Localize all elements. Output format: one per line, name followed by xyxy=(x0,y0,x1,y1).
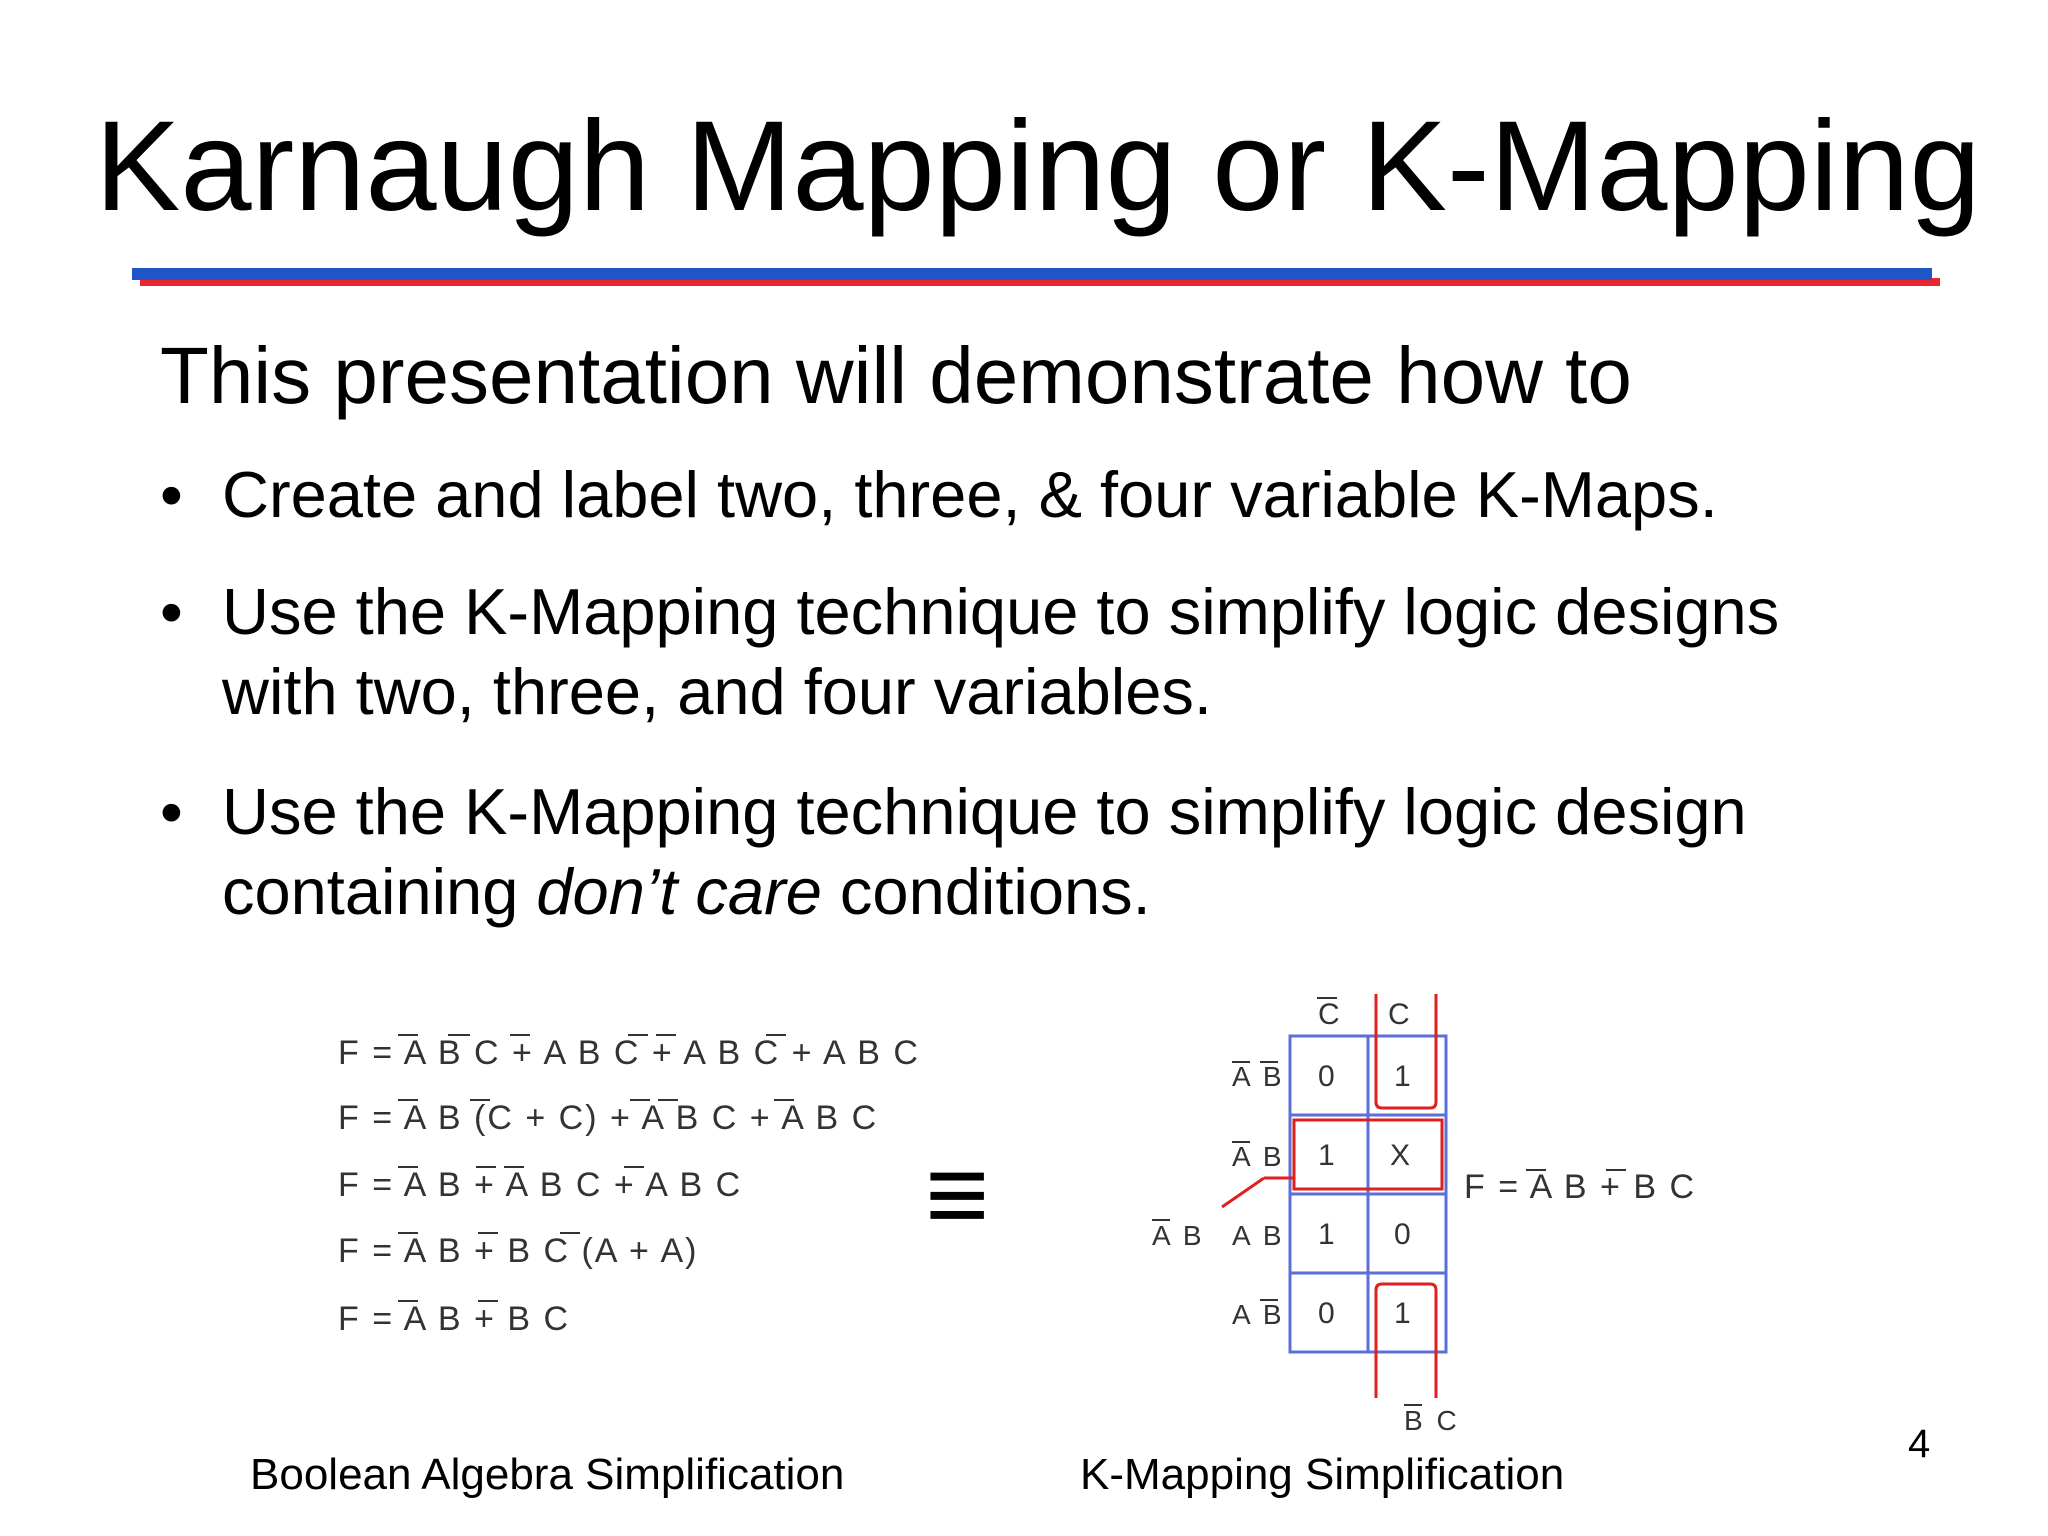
bullet-marker: • xyxy=(160,775,183,848)
equation-line-1: F = A B C + A B C + A B C + A B C xyxy=(338,1034,920,1072)
bullet-text-part: conditions. xyxy=(821,855,1151,928)
kmap-cell: 0 xyxy=(1318,1297,1335,1330)
kmap-row-header-2: A B xyxy=(1232,1141,1285,1172)
group-label-ab: A B xyxy=(1152,1220,1205,1251)
kmap-cell: 0 xyxy=(1394,1218,1411,1251)
kmap-row-header-1: A B xyxy=(1232,1061,1285,1092)
kmap-cell: X xyxy=(1390,1139,1411,1172)
ab-leader xyxy=(1222,1178,1264,1207)
page-number: 4 xyxy=(1908,1422,1931,1466)
equation-line-3: F = A B + A B C + A B C xyxy=(338,1166,743,1204)
kmap-cell: 1 xyxy=(1318,1139,1335,1172)
kmap-groupings xyxy=(1222,994,1442,1398)
intro-text: This presentation will demonstrate how to xyxy=(160,331,1632,420)
kmap-cell: 1 xyxy=(1318,1218,1335,1251)
equation-line-2: F = A B (C + C) + A B C + A B C xyxy=(338,1099,879,1137)
bullet-text-part: containing xyxy=(222,855,537,928)
bullet-text-line1: Use the K-Mapping technique to simplify logic design xyxy=(222,775,1747,848)
kmap-row-header-4: A B xyxy=(1232,1299,1285,1330)
kmap-col-header-1: C xyxy=(1318,998,1340,1031)
caption-boolean-algebra: Boolean Algebra Simplification xyxy=(250,1450,845,1499)
equation-line-4: F = A B + B C (A + A) xyxy=(338,1232,699,1270)
kmap-cell: 1 xyxy=(1394,1297,1411,1330)
kmap-cell: 0 xyxy=(1318,1060,1335,1093)
bullet-marker: • xyxy=(160,458,183,531)
row-overbars xyxy=(1232,1062,1278,1300)
caption-kmapping: K-Mapping Simplification xyxy=(1080,1450,1565,1499)
equivalence-symbol: ≡ xyxy=(925,1133,990,1256)
equation-line-5: F = A B + B C xyxy=(338,1300,571,1338)
slide-title: Karnaugh Mapping or K-Mapping xyxy=(95,95,1981,238)
group-label-bc: B C xyxy=(1404,1405,1460,1436)
bullet-text-line1: Use the K-Mapping technique to simplify logic designs xyxy=(222,575,1780,648)
bullet-text-line2: with two, three, and four variables. xyxy=(222,655,1212,728)
dont-care-emphasis: don’t care xyxy=(536,855,822,928)
kmap-col-header-2: C xyxy=(1388,998,1410,1031)
kmap-grid xyxy=(1290,1036,1446,1352)
kmap-cell: 1 xyxy=(1394,1060,1411,1093)
bullet-marker: • xyxy=(160,575,183,648)
kmap-row-header-3: A B xyxy=(1232,1220,1285,1251)
bullet-text: Create and label two, three, & four variable K-Maps. xyxy=(222,458,1718,531)
kmap-result: F = A B + B C xyxy=(1464,1168,1696,1206)
